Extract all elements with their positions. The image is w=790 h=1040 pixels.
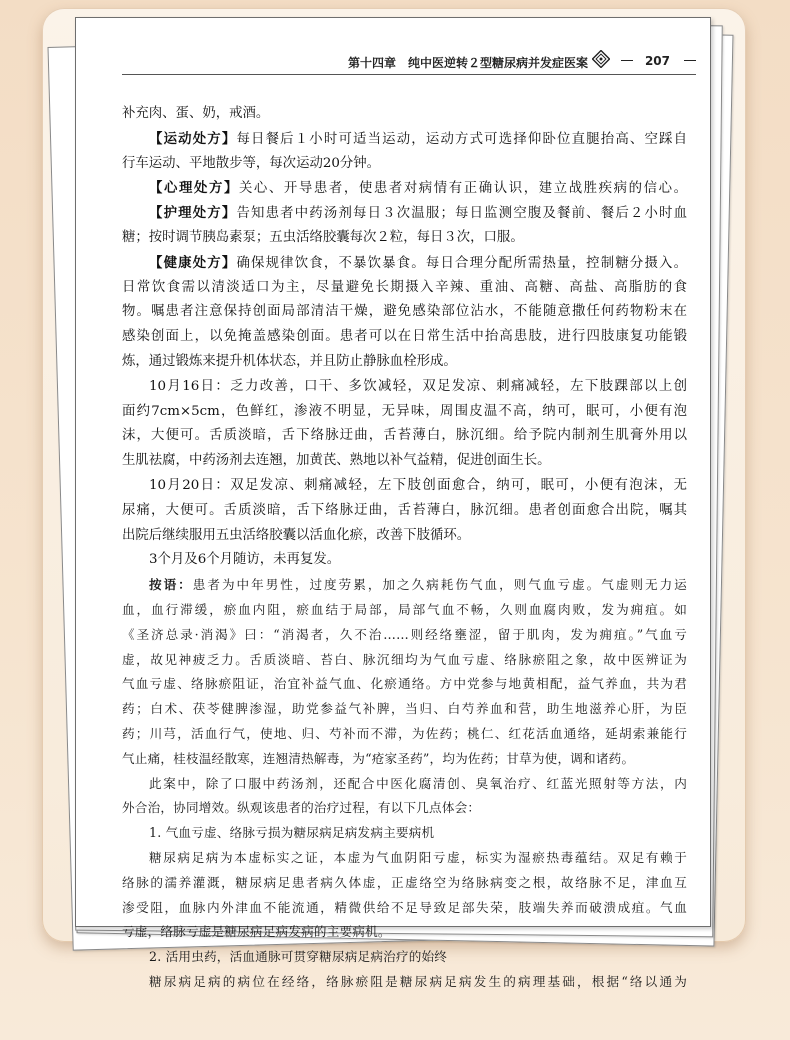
text-line	[122, 424, 687, 449]
text-line	[122, 449, 687, 474]
line-text: 此案中，除了口服中药汤剂，还配合中医化腐清创、臭氧治疗、红蓝光照射等方法，内	[149, 775, 687, 791]
text-line	[122, 573, 687, 598]
line-text: 1. 气血亏虚、络脉亏损为糖尿病足病发病主要病机	[149, 825, 435, 841]
line-text: 告知患者中药汤剂每日３次温服；每日监测空腹及餐前、餐后２小时血	[236, 206, 687, 222]
text-line	[122, 102, 687, 127]
line-text: 日常饮食需以清淡适口为主，尽量避免长期摄入辛辣、重油、高糖、高盐、高脂肪的食	[122, 279, 687, 295]
line-text: 尿痛，大便可。舌质淡暗，舌下络脉迂曲，舌苔薄白，脉沉细。患者创面愈合出院，嘱其	[122, 502, 687, 518]
line-text: 关心、开导患者，使患者对病情有正确认识，建立战胜疾病的信心。	[238, 181, 687, 197]
text-line	[122, 127, 687, 152]
line-text: 行车运动、平地散步等，每次运动20分钟。	[122, 155, 381, 171]
line-text: 药；川芎，活血行气，使地、归、芍补而不滞，为佐药；桃仁、红花活血通络，延胡索兼能行	[122, 725, 687, 741]
page-number: 207	[644, 54, 670, 68]
text-line	[122, 499, 687, 524]
line-text: 《圣济总录·消渴》曰：“消渴者，久不治……则经络壅涩，留于肌肉，发为痈疽。”气血亏	[122, 626, 687, 642]
heading-keyword: 【护理处方】	[149, 205, 237, 222]
header-dash	[621, 60, 633, 61]
chapter-title: 第十四章 纯中医逆转２型糖尿病并发症医案	[347, 56, 588, 70]
text-line	[122, 251, 687, 276]
line-text: 糖尿病足病的病位在经络，络脉瘀阻是糖尿病足病发生的病理基础，根据“络以通为	[149, 973, 687, 989]
text-line	[122, 474, 687, 499]
text-line	[122, 920, 687, 945]
text-line	[122, 648, 687, 673]
line-text: 亏虚，络脉亏虚是糖尿病足病发病的主要病机。	[122, 924, 391, 940]
line-text: 气止痛，桂枝温经散寒，连翘清热解毒，为“疮家圣药”，均为佐药；甘草为使，调和诸药。	[122, 750, 635, 766]
line-text: 气血亏虚、络脉瘀阻证，治宜补益气血、化瘀通络。方中党参与地黄相配，益气养血，共为君	[122, 676, 687, 692]
line-text: 糖；按时调节胰岛素泵；五虫活络胶囊每次２粒，每日３次，口服。	[122, 229, 524, 245]
line-text: 10月20日：双足发凉、刺痛减轻，左下肢创面愈合，纳可，眠可，小便有泡沫，无	[149, 477, 687, 493]
text-line	[122, 201, 687, 226]
line-text: 糖尿病足病为本虚标实之证，本虚为气血阴阳亏虚，标实为湿瘀热毒蕴结。双足有赖于	[149, 849, 687, 865]
line-text: 每日餐后１小时可适当运动，运动方式可选择仰卧位直腿抬高、空踩自	[236, 131, 687, 147]
line-text: 药；白术、茯苓健脾渗湿，助党参益气补脾，当归、白芍养血和营，助生地滋养心肝，为臣	[122, 701, 687, 717]
text-line	[122, 325, 687, 350]
heading-keyword: 【健康处方】	[149, 254, 237, 271]
line-text: 面约7cm×5cm，色鲜红，渗液不明显，无异味，周围皮温不高，纳可，眠可，小便有泡	[122, 403, 687, 419]
text-line	[122, 896, 687, 921]
text-line	[122, 300, 687, 325]
text-line	[122, 152, 687, 177]
line-text: 渗受阻，血脉内外津血不能流通，精微供给不足导致足部失荣，肢端失养而破溃成疽。气血	[122, 899, 687, 915]
text-line	[122, 871, 687, 896]
header-rule	[122, 74, 696, 75]
line-text: 络脉的濡养灌溉，糖尿病足患者病久体虚，正虚络空为络脉病变之根，故络脉不足，津血互	[122, 874, 687, 890]
text-line	[122, 623, 687, 648]
page-body	[122, 102, 687, 995]
text-line	[122, 796, 687, 821]
text-line	[122, 821, 687, 846]
text-line	[122, 747, 687, 772]
text-line	[122, 226, 687, 251]
text-line	[122, 945, 687, 970]
text-line	[122, 400, 687, 425]
line-text: 沫，大便可。舌质淡暗，舌下络脉迂曲，舌苔薄白，脉沉细。给予院内制剂生肌膏外用以	[122, 428, 687, 444]
line-text: 生肌祛腐，中药汤剂去连翘，加黄芪、熟地以补气益精，促进创面生长。	[122, 453, 551, 469]
text-line	[122, 524, 687, 549]
line-text: 炼，通过锻炼来提升机体状态，并且防止静脉血栓形成。	[122, 353, 457, 369]
header-dash	[684, 60, 696, 61]
line-text: 外合治，协同增效。纵观该患者的治疗过程，有以下几点体会：	[122, 800, 481, 816]
line-text: 患者为中年男性，过度劳累，加之久病耗伤气血，则气血亏虚。气虚则无力运	[192, 577, 687, 593]
text-line	[122, 722, 687, 747]
text-line	[122, 846, 687, 871]
line-text: 感染创面上，以免掩盖感染创面。患者可以在日常生活中抬高患肢，进行四肢康复功能锻	[122, 329, 687, 345]
heading-keyword: 按语：	[149, 577, 193, 593]
text-line	[122, 548, 687, 573]
text-line	[122, 276, 687, 301]
text-line	[122, 598, 687, 623]
line-text: 物。嘱患者注意保持创面局部清洁干燥，避免感染部位沾水，不能随意撒任何药物粉末在	[122, 304, 687, 320]
line-text: 2. 活用虫药，活血通脉可贯穿糖尿病足病治疗的始终	[149, 949, 448, 965]
text-line	[122, 350, 687, 375]
line-text: 血，血行滞缓，瘀血内阻，瘀血结于局部，局部气血不畅，久则血腐肉败，发为痈疽。如	[122, 601, 687, 617]
text-line	[122, 176, 687, 201]
heading-keyword: 【运动处方】	[149, 130, 237, 147]
text-line	[122, 772, 687, 797]
line-text: 3个月及6个月随访，未再复发。	[149, 552, 341, 568]
ornament-icon	[592, 50, 610, 68]
text-line	[122, 672, 687, 697]
line-text: 补充肉、蛋、奶，戒酒。	[122, 106, 270, 121]
book-page	[75, 17, 711, 989]
line-text: 确保规律饮食，不暴饮暴食。每日合理分配所需热量，控制糖分摄入。	[236, 255, 687, 271]
running-header	[76, 50, 710, 72]
text-line	[122, 970, 687, 995]
line-text: 出院后继续服用五虫活络胶囊以活血化瘀，改善下肢循环。	[122, 527, 471, 543]
line-text: 10月16日：乏力改善，口干、多饮减轻，双足发凉、刺痛减轻，左下肢踝部以上创	[149, 378, 687, 394]
text-line	[122, 697, 687, 722]
heading-keyword: 【心理处方】	[149, 180, 239, 197]
line-text: 虚，故见神疲乏力。舌质淡暗、苔白、脉沉细均为气血亏虚、络脉瘀阻之象，故中医辨证为	[122, 651, 687, 667]
text-line	[122, 375, 687, 400]
